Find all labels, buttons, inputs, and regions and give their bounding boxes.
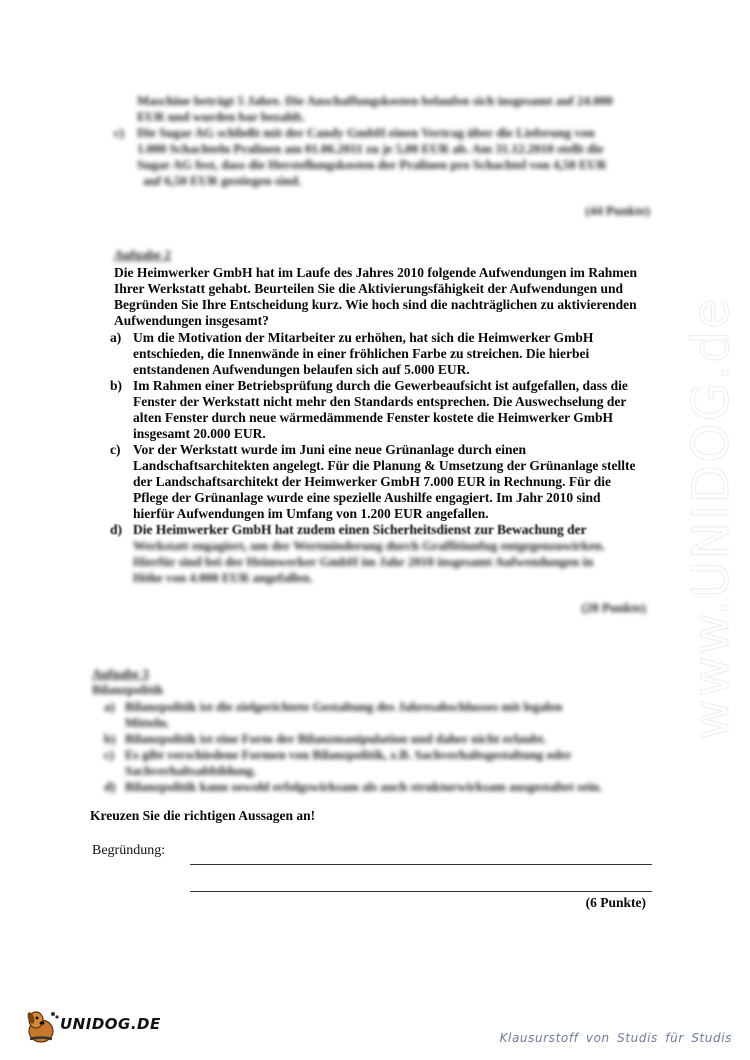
task-instruction: Kreuzen Sie die richtigen Aussagen an! [90, 808, 316, 823]
fragment-line: Sugar AG fest, dass die Herstellungskosten der Pralinen pro Schachtel von 4,50 EUR [137, 157, 607, 172]
points-label: (28 Punkte) [581, 600, 646, 615]
fragment-line: Die Sugar AG schließt mit der Candy GmbH einen Vertrag über die Lieferung von [137, 125, 595, 140]
task-subtitle: Bilanzpolitik [92, 682, 164, 697]
item-line: Es gibt verschiedene Formen von Bilanzpolitik, z.B. Sachverhaltsgestaltung oder [125, 747, 572, 762]
item-line: Werkstatt engagiert, um der Wertminderung durch Graffitiunfug entgegenzuwirken. [133, 538, 605, 553]
intro-line: Begründen Sie Ihre Entscheidung kurz. Wie hoch sind die nachträglichen zu aktivierenden [114, 297, 637, 312]
item-line: Die Heimwerker GmbH hat zudem einen Sicherheitsdienst zur Bewachung der [133, 522, 587, 537]
fragment-line: auf 6,50 EUR gestiegen sind. [143, 173, 302, 188]
item-line: Hierfür sind bei der Heimwerker GmbH im Jahr 2010 insgesamt Aufwendungen in [133, 554, 594, 569]
unidog-logo [22, 1006, 162, 1046]
item-line: entstandenen Aufwendungen belaufen sich auf 5.000 EUR. [133, 362, 470, 377]
watermark-text: www.UNIDOG.de [682, 296, 740, 740]
item-line: alten Fenster durch neue wärmedämmende Fenster kostete die Heimwerker GmbH [133, 410, 614, 425]
item-label: a) [104, 699, 115, 714]
item-line: Mitteln. [125, 715, 170, 730]
begruendung-label: Begründung: [92, 843, 166, 858]
footer-tagline: Klausurstoff von Studis für Studis [499, 1031, 732, 1045]
item-line: Landschaftsarchitekten angelegt. Für die Planung & Umsetzung der Grünanlage stellte [133, 458, 636, 473]
dog-icon [22, 1006, 60, 1046]
intro-line: Ihrer Werkstatt gehabt. Beurteilen Sie die Aktivierungsfähigkeit der Aufwendungen und [114, 281, 624, 296]
item-line: Bilanzpolitik ist eine Form der Bilanzmanipulation und daher nicht erlaubt. [125, 731, 547, 746]
item-label: c) [110, 442, 121, 457]
item-label: c) [104, 747, 115, 762]
intro-line: Die Heimwerker GmbH hat im Laufe des Jahres 2010 folgende Aufwendungen im Rahmen [114, 265, 637, 280]
item-line: Höhe von 4.000 EUR angefallen. [133, 570, 313, 585]
item-label: a) [110, 330, 122, 345]
answer-line [190, 891, 652, 892]
task-title: Aufgabe 2 [114, 247, 171, 262]
item-label: d) [110, 522, 123, 537]
item-line: Bilanzpolitik ist die zielgerichtete Gestaltung des Jahresabschlusses mit legalen [125, 699, 563, 714]
item-line: Pflege der Grünanlage wurde eine spezielle Aushilfe engagiert. Im Jahr 2010 sind [133, 490, 601, 505]
fragment-line: EUR und wurden bar bezahlt. [137, 109, 305, 124]
item-line: Fenster der Werkstatt nicht mehr den Standards entsprechen. Die Auswechselung der [133, 394, 627, 409]
item-line: hierfür Aufwendungen im Umfang von 1.200 EUR angefallen. [133, 506, 489, 521]
logo-text: UNIDOG.DE [60, 1015, 161, 1033]
fragment-line: 1.000 Schachteln Pralinen am 01.06.2011 zu je 5,00 EUR ab. Am 31.12.2010 stellt die [137, 141, 604, 156]
item-label: c) [114, 125, 125, 140]
item-line: Bilanzpolitik kann sowohl erfolgswirksam als auch strukturwirksam ausgestaltet sein. [125, 779, 603, 794]
item-label: d) [104, 779, 116, 794]
task-title: Aufgabe 3 [92, 666, 149, 681]
item-label: b) [110, 378, 123, 393]
item-line: Um die Motivation der Mitarbeiter zu erhöhen, hat sich die Heimwerker GmbH [133, 330, 594, 345]
item-line: Vor der Werkstatt wurde im Juni eine neue Grünanlage durch einen [133, 442, 527, 457]
item-line: der Landschaftsarchitekt der Heimwerker GmbH 7.000 EUR in Rechnung. Für die [133, 474, 612, 489]
item-line: Sachverhaltsabbildung. [125, 763, 257, 778]
intro-line: Aufwendungen insgesamt? [114, 313, 269, 328]
item-line: Im Rahmen einer Betriebsprüfung durch die Gewerbeaufsicht ist aufgefallen, dass die [133, 378, 628, 393]
item-line: insgesamt 20.000 EUR. [133, 426, 266, 441]
answer-line [190, 864, 652, 865]
item-line: entschieden, die Innenwände in einer fröhlichen Farbe zu streichen. Die hierbei [133, 346, 590, 361]
points-label: (44 Punkte) [585, 203, 650, 218]
fragment-line: Maschine beträgt 5 Jahre. Die Anschaffungskosten belaufen sich insgesamt auf 24.000 [137, 93, 613, 108]
points-label: (6 Punkte) [585, 895, 646, 910]
item-label: b) [104, 731, 116, 746]
